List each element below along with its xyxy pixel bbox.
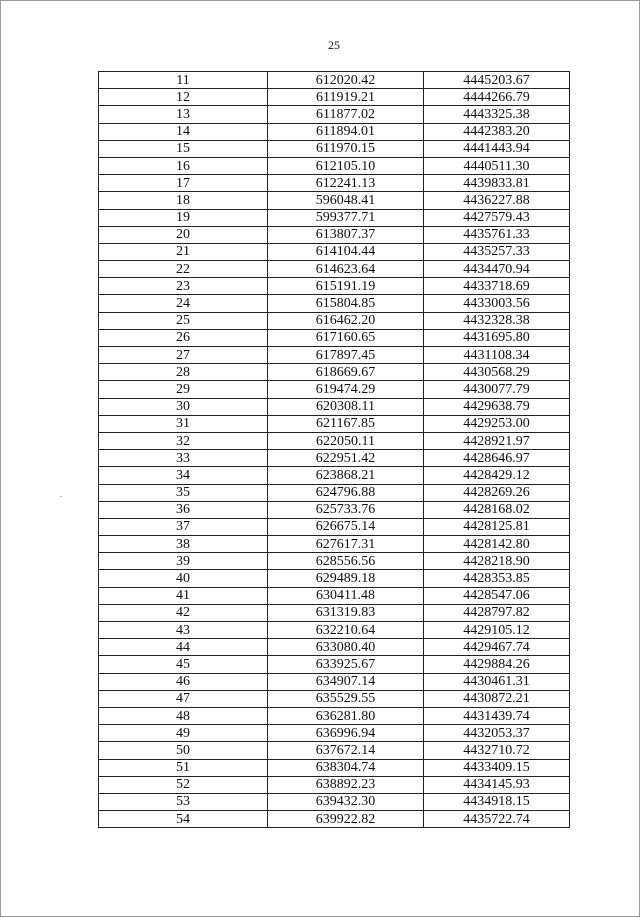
y-coordinate-cell: 4433718.69 <box>424 278 570 295</box>
point-number-cell: 45 <box>99 656 268 673</box>
x-coordinate-cell: 620308.11 <box>268 398 424 415</box>
x-coordinate-cell: 611877.02 <box>268 106 424 123</box>
x-coordinate-cell: 636281.80 <box>268 707 424 724</box>
x-coordinate-cell: 638892.23 <box>268 776 424 793</box>
x-coordinate-cell: 596048.41 <box>268 192 424 209</box>
table-row <box>99 639 570 656</box>
table-row <box>99 106 570 123</box>
table-row <box>99 553 570 570</box>
x-coordinate-cell: 611894.01 <box>268 123 424 140</box>
table-row <box>99 656 570 673</box>
y-coordinate-cell: 4435257.33 <box>424 243 570 260</box>
x-coordinate-cell: 632210.64 <box>268 622 424 639</box>
y-coordinate-cell: 4439833.81 <box>424 175 570 192</box>
x-coordinate-cell: 616462.20 <box>268 312 424 329</box>
y-coordinate-cell: 4432710.72 <box>424 742 570 759</box>
x-coordinate-cell: 623868.21 <box>268 467 424 484</box>
x-coordinate-cell: 625733.76 <box>268 501 424 518</box>
point-number-cell: 34 <box>99 467 268 484</box>
table-row <box>99 329 570 346</box>
point-number-cell: 11 <box>99 72 268 89</box>
x-coordinate-cell: 613807.37 <box>268 226 424 243</box>
point-number-cell: 48 <box>99 707 268 724</box>
y-coordinate-cell: 4430568.29 <box>424 364 570 381</box>
y-coordinate-cell: 4427579.43 <box>424 209 570 226</box>
point-number-cell: 35 <box>99 484 268 501</box>
y-coordinate-cell: 4434470.94 <box>424 261 570 278</box>
x-coordinate-cell: 619474.29 <box>268 381 424 398</box>
point-number-cell: 18 <box>99 192 268 209</box>
point-number-cell: 12 <box>99 89 268 106</box>
point-number-cell: 41 <box>99 587 268 604</box>
x-coordinate-cell: 631319.83 <box>268 604 424 621</box>
table-row <box>99 398 570 415</box>
y-coordinate-cell: 4429253.00 <box>424 415 570 432</box>
table-row <box>99 707 570 724</box>
y-coordinate-cell: 4445203.67 <box>424 72 570 89</box>
point-number-cell: 42 <box>99 604 268 621</box>
point-number-cell: 27 <box>99 347 268 364</box>
y-coordinate-cell: 4444266.79 <box>424 89 570 106</box>
point-number-cell: 15 <box>99 140 268 157</box>
table-row <box>99 450 570 467</box>
point-number-cell: 52 <box>99 776 268 793</box>
x-coordinate-cell: 638304.74 <box>268 759 424 776</box>
x-coordinate-cell: 614623.64 <box>268 261 424 278</box>
table-row <box>99 89 570 106</box>
table-row <box>99 793 570 810</box>
point-number-cell: 39 <box>99 553 268 570</box>
y-coordinate-cell: 4429467.74 <box>424 639 570 656</box>
point-number-cell: 25 <box>99 312 268 329</box>
table-row <box>99 690 570 707</box>
x-coordinate-cell: 639922.82 <box>268 811 424 828</box>
point-number-cell: 20 <box>99 226 268 243</box>
point-number-cell: 28 <box>99 364 268 381</box>
table-row <box>99 622 570 639</box>
y-coordinate-cell: 4435761.33 <box>424 226 570 243</box>
x-coordinate-cell: 621167.85 <box>268 415 424 432</box>
x-coordinate-cell: 611970.15 <box>268 140 424 157</box>
y-coordinate-cell: 4431439.74 <box>424 707 570 724</box>
point-number-cell: 16 <box>99 157 268 174</box>
y-coordinate-cell: 4433003.56 <box>424 295 570 312</box>
table-row <box>99 484 570 501</box>
y-coordinate-cell: 4431695.80 <box>424 329 570 346</box>
table-row <box>99 381 570 398</box>
x-coordinate-cell: 617897.45 <box>268 347 424 364</box>
x-coordinate-cell: 639432.30 <box>268 793 424 810</box>
y-coordinate-cell: 4435722.74 <box>424 811 570 828</box>
point-number-cell: 46 <box>99 673 268 690</box>
table-row <box>99 157 570 174</box>
x-coordinate-cell: 612241.13 <box>268 175 424 192</box>
table-row <box>99 673 570 690</box>
x-coordinate-cell: 615191.19 <box>268 278 424 295</box>
table-row <box>99 312 570 329</box>
y-coordinate-cell: 4428429.12 <box>424 467 570 484</box>
y-coordinate-cell: 4440511.30 <box>424 157 570 174</box>
point-number-cell: 29 <box>99 381 268 398</box>
x-coordinate-cell: 612020.42 <box>268 72 424 89</box>
y-coordinate-cell: 4441443.94 <box>424 140 570 157</box>
point-number-cell: 37 <box>99 518 268 535</box>
point-number-cell: 23 <box>99 278 268 295</box>
table-row <box>99 776 570 793</box>
table-row <box>99 192 570 209</box>
table-row <box>99 725 570 742</box>
y-coordinate-cell: 4431108.34 <box>424 347 570 364</box>
x-coordinate-cell: 622951.42 <box>268 450 424 467</box>
x-coordinate-cell: 624796.88 <box>268 484 424 501</box>
table-row <box>99 518 570 535</box>
table-row <box>99 759 570 776</box>
point-number-cell: 47 <box>99 690 268 707</box>
x-coordinate-cell: 615804.85 <box>268 295 424 312</box>
y-coordinate-cell: 4428646.97 <box>424 450 570 467</box>
table-row <box>99 123 570 140</box>
x-coordinate-cell: 633925.67 <box>268 656 424 673</box>
table-row <box>99 415 570 432</box>
coordinates-table-body <box>99 72 570 828</box>
y-coordinate-cell: 4430077.79 <box>424 381 570 398</box>
point-number-cell: 21 <box>99 243 268 260</box>
table-row <box>99 243 570 260</box>
table-row <box>99 467 570 484</box>
x-coordinate-cell: 630411.48 <box>268 587 424 604</box>
point-number-cell: 38 <box>99 536 268 553</box>
point-number-cell: 22 <box>99 261 268 278</box>
x-coordinate-cell: 628556.56 <box>268 553 424 570</box>
table-row <box>99 347 570 364</box>
x-coordinate-cell: 618669.67 <box>268 364 424 381</box>
y-coordinate-cell: 4430461.31 <box>424 673 570 690</box>
x-coordinate-cell: 637672.14 <box>268 742 424 759</box>
table-row <box>99 587 570 604</box>
table-row <box>99 742 570 759</box>
point-number-cell: 14 <box>99 123 268 140</box>
x-coordinate-cell: 617160.65 <box>268 329 424 346</box>
page-number: 25 <box>328 38 340 52</box>
table-row <box>99 811 570 828</box>
y-coordinate-cell: 4434145.93 <box>424 776 570 793</box>
x-coordinate-cell: 635529.55 <box>268 690 424 707</box>
y-coordinate-cell: 4428218.90 <box>424 553 570 570</box>
point-number-cell: 30 <box>99 398 268 415</box>
point-number-cell: 36 <box>99 501 268 518</box>
y-coordinate-cell: 4429884.26 <box>424 656 570 673</box>
point-number-cell: 50 <box>99 742 268 759</box>
y-coordinate-cell: 4430872.21 <box>424 690 570 707</box>
point-number-cell: 53 <box>99 793 268 810</box>
x-coordinate-cell: 636996.94 <box>268 725 424 742</box>
x-coordinate-cell: 627617.31 <box>268 536 424 553</box>
table-row <box>99 570 570 587</box>
point-number-cell: 51 <box>99 759 268 776</box>
point-number-cell: 17 <box>99 175 268 192</box>
y-coordinate-cell: 4428921.97 <box>424 432 570 449</box>
y-coordinate-cell: 4442383.20 <box>424 123 570 140</box>
table-row <box>99 604 570 621</box>
table-row <box>99 278 570 295</box>
y-coordinate-cell: 4428269.26 <box>424 484 570 501</box>
table-row <box>99 432 570 449</box>
point-number-cell: 33 <box>99 450 268 467</box>
x-coordinate-cell: 634907.14 <box>268 673 424 690</box>
x-coordinate-cell: 622050.11 <box>268 432 424 449</box>
y-coordinate-cell: 4428797.82 <box>424 604 570 621</box>
table-row <box>99 226 570 243</box>
x-coordinate-cell: 614104.44 <box>268 243 424 260</box>
point-number-cell: 24 <box>99 295 268 312</box>
y-coordinate-cell: 4432053.37 <box>424 725 570 742</box>
point-number-cell: 43 <box>99 622 268 639</box>
y-coordinate-cell: 4432328.38 <box>424 312 570 329</box>
x-coordinate-cell: 626675.14 <box>268 518 424 535</box>
point-number-cell: 40 <box>99 570 268 587</box>
point-number-cell: 31 <box>99 415 268 432</box>
x-coordinate-cell: 599377.71 <box>268 209 424 226</box>
table-row <box>99 140 570 157</box>
y-coordinate-cell: 4428142.80 <box>424 536 570 553</box>
x-coordinate-cell: 633080.40 <box>268 639 424 656</box>
y-coordinate-cell: 4428547.06 <box>424 587 570 604</box>
table-row <box>99 175 570 192</box>
table-row <box>99 536 570 553</box>
point-number-cell: 32 <box>99 432 268 449</box>
table-row <box>99 501 570 518</box>
y-coordinate-cell: 4428168.02 <box>424 501 570 518</box>
table-row <box>99 209 570 226</box>
x-coordinate-cell: 611919.21 <box>268 89 424 106</box>
point-number-cell: 26 <box>99 329 268 346</box>
table-row <box>99 364 570 381</box>
point-number-cell: 19 <box>99 209 268 226</box>
point-number-cell: 44 <box>99 639 268 656</box>
coordinates-table <box>98 71 570 828</box>
y-coordinate-cell: 4436227.88 <box>424 192 570 209</box>
x-coordinate-cell: 629489.18 <box>268 570 424 587</box>
table-row <box>99 261 570 278</box>
y-coordinate-cell: 4443325.38 <box>424 106 570 123</box>
y-coordinate-cell: 4429105.12 <box>424 622 570 639</box>
point-number-cell: 49 <box>99 725 268 742</box>
scan-speck <box>60 496 62 497</box>
y-coordinate-cell: 4428125.81 <box>424 518 570 535</box>
y-coordinate-cell: 4428353.85 <box>424 570 570 587</box>
point-number-cell: 13 <box>99 106 268 123</box>
y-coordinate-cell: 4429638.79 <box>424 398 570 415</box>
point-number-cell: 54 <box>99 811 268 828</box>
y-coordinate-cell: 4433409.15 <box>424 759 570 776</box>
y-coordinate-cell: 4434918.15 <box>424 793 570 810</box>
table-row <box>99 72 570 89</box>
x-coordinate-cell: 612105.10 <box>268 157 424 174</box>
table-row <box>99 295 570 312</box>
